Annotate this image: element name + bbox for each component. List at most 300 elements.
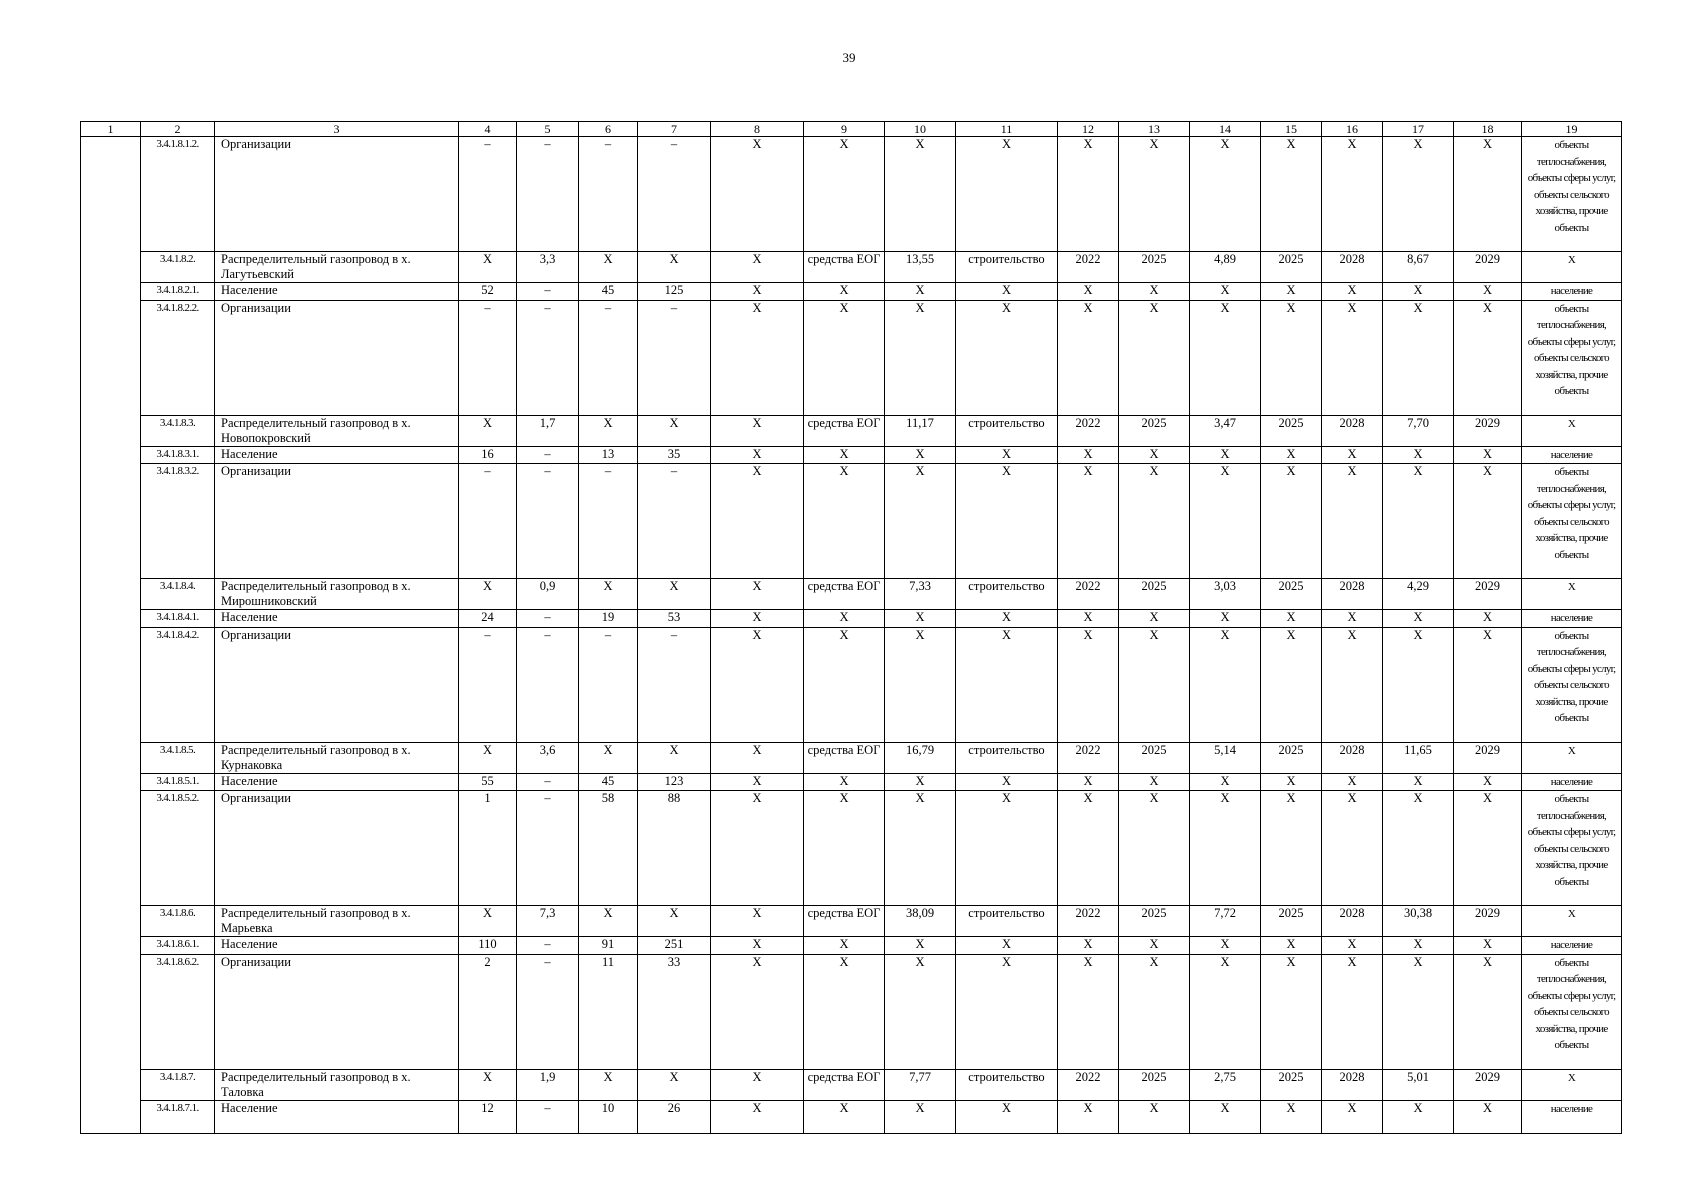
table-cell-c15: X (1261, 791, 1322, 906)
item-name: Организации (215, 300, 459, 415)
table-cell-c17: X (1383, 300, 1454, 415)
item-name: Распределительный газопровод в х. Новопокровский (215, 415, 459, 446)
item-name: Организации (215, 627, 459, 742)
table-cell-c7: X (638, 1069, 711, 1100)
table-cell-c16: X (1322, 283, 1383, 301)
table-cell-c8: X (711, 791, 804, 906)
table-cell-c11: X (956, 464, 1058, 579)
table-cell-c12: X (1058, 791, 1119, 906)
table-cell-c5: – (517, 627, 579, 742)
table-cell-c5: 0,9 (517, 579, 579, 610)
table-cell-c11: X (956, 954, 1058, 1069)
header-cell: 14 (1190, 122, 1261, 137)
group-cell (81, 1069, 141, 1100)
table-cell-c12: 2022 (1058, 1069, 1119, 1100)
consumer-category: население (1522, 1100, 1622, 1133)
table-cell-c8: X (711, 906, 804, 937)
item-code: 3.4.1.8.4.2. (141, 627, 215, 742)
table-cell-c6: 58 (579, 791, 638, 906)
table-cell-c13: X (1119, 627, 1190, 742)
table-cell-c12: X (1058, 300, 1119, 415)
item-name: Распределительный газопровод в х. Курнаковка (215, 742, 459, 773)
table-cell-c10: X (885, 937, 956, 955)
table-cell-c5: – (517, 464, 579, 579)
table-cell-c9: X (804, 954, 885, 1069)
table-cell-c4: – (459, 627, 517, 742)
table-cell-c18: X (1454, 464, 1522, 579)
header-cell: 15 (1261, 122, 1322, 137)
table-row (81, 937, 1622, 955)
item-code: 3.4.1.8.6. (141, 906, 215, 937)
header-cell: 2 (141, 122, 215, 137)
table-cell-c5: – (517, 937, 579, 955)
table-cell-c4: X (459, 906, 517, 937)
item-code: 3.4.1.8.5.1. (141, 773, 215, 791)
table-cell-c14: 3,03 (1190, 579, 1261, 610)
table-row (81, 627, 1622, 742)
item-name: Организации (215, 464, 459, 579)
table-cell-c6: X (579, 579, 638, 610)
table-row (81, 300, 1622, 415)
group-cell (81, 610, 141, 628)
table-cell-c18: X (1454, 446, 1522, 464)
table-cell-c13: X (1119, 791, 1190, 906)
item-name: Население (215, 773, 459, 791)
header-cell: 1 (81, 122, 141, 137)
table-cell-c5: – (517, 773, 579, 791)
table-cell-c8: X (711, 627, 804, 742)
table-cell-c17: 8,67 (1383, 252, 1454, 283)
item-code: 3.4.1.8.3.1. (141, 446, 215, 464)
item-code: 3.4.1.8.6.2. (141, 954, 215, 1069)
table-cell-c10: 38,09 (885, 906, 956, 937)
table-cell-c8: X (711, 415, 804, 446)
table-cell-c15: 2025 (1261, 906, 1322, 937)
table-cell-c7: 88 (638, 791, 711, 906)
group-cell (81, 464, 141, 579)
table-cell-c7: 26 (638, 1100, 711, 1133)
item-code: 3.4.1.8.7.1. (141, 1100, 215, 1133)
table-cell-c5: – (517, 791, 579, 906)
table-cell-c8: X (711, 252, 804, 283)
table-cell-c16: X (1322, 954, 1383, 1069)
table-cell-c13: X (1119, 1100, 1190, 1133)
consumer-category: X (1522, 579, 1622, 610)
header-cell: 13 (1119, 122, 1190, 137)
table-cell-c6: 13 (579, 446, 638, 464)
table-cell-c7: 53 (638, 610, 711, 628)
table-cell-c13: X (1119, 610, 1190, 628)
table-cell-c9: X (804, 137, 885, 252)
header-cell: 9 (804, 122, 885, 137)
group-cell (81, 937, 141, 955)
table-cell-c6: 45 (579, 283, 638, 301)
table-cell-c6: – (579, 300, 638, 415)
item-name: Население (215, 610, 459, 628)
table-cell-c11: строительство (956, 252, 1058, 283)
table-cell-c12: X (1058, 937, 1119, 955)
table-cell-c6: 19 (579, 610, 638, 628)
table-cell-c5: – (517, 954, 579, 1069)
table-cell-c7: X (638, 252, 711, 283)
table-row (81, 446, 1622, 464)
table-cell-c15: 2025 (1261, 415, 1322, 446)
table-cell-c17: 7,70 (1383, 415, 1454, 446)
table-cell-c8: X (711, 137, 804, 252)
table-cell-c5: 7,3 (517, 906, 579, 937)
table-cell-c9: X (804, 610, 885, 628)
table-cell-c16: 2028 (1322, 1069, 1383, 1100)
table-cell-c6: X (579, 1069, 638, 1100)
table-cell-c14: X (1190, 283, 1261, 301)
table-cell-c4: – (459, 300, 517, 415)
group-cell (81, 773, 141, 791)
table-cell-c5: – (517, 137, 579, 252)
table-cell-c8: X (711, 773, 804, 791)
table-cell-c13: 2025 (1119, 742, 1190, 773)
table-cell-c18: X (1454, 300, 1522, 415)
table-cell-c16: X (1322, 446, 1383, 464)
table-cell-c13: X (1119, 773, 1190, 791)
table-cell-c18: X (1454, 627, 1522, 742)
table-cell-c7: X (638, 415, 711, 446)
group-cell (81, 742, 141, 773)
table-row (81, 742, 1622, 773)
item-code: 3.4.1.8.6.1. (141, 937, 215, 955)
table-row (81, 954, 1622, 1069)
table-cell-c9: средства ЕОГ (804, 579, 885, 610)
table-cell-c10: 16,79 (885, 742, 956, 773)
table-cell-c7: – (638, 137, 711, 252)
header-cell: 16 (1322, 122, 1383, 137)
item-code: 3.4.1.8.5.2. (141, 791, 215, 906)
table-cell-c6: X (579, 906, 638, 937)
table-cell-c15: 2025 (1261, 742, 1322, 773)
table-cell-c11: X (956, 283, 1058, 301)
table-cell-c16: X (1322, 300, 1383, 415)
table-cell-c13: X (1119, 464, 1190, 579)
table-row (81, 610, 1622, 628)
table-cell-c7: 35 (638, 446, 711, 464)
table-cell-c11: X (956, 300, 1058, 415)
table-cell-c11: X (956, 1100, 1058, 1133)
group-cell (81, 446, 141, 464)
table-cell-c10: X (885, 773, 956, 791)
item-code: 3.4.1.8.4. (141, 579, 215, 610)
item-code: 3.4.1.8.1.2. (141, 137, 215, 252)
table-cell-c10: X (885, 791, 956, 906)
table-row (81, 791, 1622, 906)
table-cell-c12: 2022 (1058, 906, 1119, 937)
gas-pipeline-table (80, 121, 1622, 1134)
table-cell-c11: X (956, 627, 1058, 742)
item-name: Население (215, 283, 459, 301)
table-cell-c5: 1,9 (517, 1069, 579, 1100)
item-name: Население (215, 937, 459, 955)
table-cell-c8: X (711, 446, 804, 464)
table-cell-c14: X (1190, 937, 1261, 955)
table-cell-c13: X (1119, 446, 1190, 464)
table-cell-c4: 110 (459, 937, 517, 955)
table-cell-c18: 2029 (1454, 579, 1522, 610)
table-cell-c17: X (1383, 954, 1454, 1069)
table-cell-c16: X (1322, 1100, 1383, 1133)
table-cell-c6: 10 (579, 1100, 638, 1133)
item-name: Население (215, 446, 459, 464)
table-cell-c6: – (579, 627, 638, 742)
item-code: 3.4.1.8.3. (141, 415, 215, 446)
table-cell-c8: X (711, 1100, 804, 1133)
item-name: Организации (215, 137, 459, 252)
table-cell-c18: 2029 (1454, 415, 1522, 446)
table-cell-c12: X (1058, 627, 1119, 742)
table-cell-c12: X (1058, 283, 1119, 301)
table-cell-c11: X (956, 937, 1058, 955)
table-cell-c14: X (1190, 1100, 1261, 1133)
table-cell-c9: X (804, 1100, 885, 1133)
consumer-category: население (1522, 610, 1622, 628)
table-cell-c15: X (1261, 300, 1322, 415)
item-code: 3.4.1.8.7. (141, 1069, 215, 1100)
header-cell: 3 (215, 122, 459, 137)
table-cell-c14: X (1190, 464, 1261, 579)
table-cell-c4: 16 (459, 446, 517, 464)
table-cell-c15: X (1261, 464, 1322, 579)
table-cell-c16: 2028 (1322, 906, 1383, 937)
table-cell-c18: X (1454, 283, 1522, 301)
table-cell-c16: X (1322, 791, 1383, 906)
table-cell-c10: X (885, 300, 956, 415)
table-cell-c18: X (1454, 791, 1522, 906)
table-cell-c15: X (1261, 773, 1322, 791)
table-cell-c9: X (804, 464, 885, 579)
table-cell-c15: X (1261, 610, 1322, 628)
table-cell-c9: X (804, 937, 885, 955)
table-cell-c11: X (956, 446, 1058, 464)
table-cell-c12: X (1058, 137, 1119, 252)
table-cell-c9: средства ЕОГ (804, 415, 885, 446)
header-cell: 17 (1383, 122, 1454, 137)
table-cell-c11: X (956, 791, 1058, 906)
table-cell-c6: X (579, 252, 638, 283)
consumer-category: X (1522, 906, 1622, 937)
table-cell-c18: X (1454, 937, 1522, 955)
group-cell (81, 906, 141, 937)
table-cell-c18: 2029 (1454, 1069, 1522, 1100)
table-cell-c7: X (638, 579, 711, 610)
table-cell-c4: X (459, 579, 517, 610)
table-cell-c4: 55 (459, 773, 517, 791)
consumer-category: объекты теплоснабжения, объекты сферы услуг, объекты сельского хозяйства, прочие объекты (1522, 300, 1622, 415)
table-cell-c17: 30,38 (1383, 906, 1454, 937)
table-cell-c13: X (1119, 300, 1190, 415)
table-cell-c12: X (1058, 954, 1119, 1069)
consumer-category: население (1522, 283, 1622, 301)
table-cell-c9: X (804, 446, 885, 464)
consumer-category: население (1522, 937, 1622, 955)
group-cell (81, 137, 141, 252)
consumer-category: население (1522, 446, 1622, 464)
header-cell: 18 (1454, 122, 1522, 137)
table-cell-c5: – (517, 446, 579, 464)
table-cell-c13: 2025 (1119, 415, 1190, 446)
table-cell-c11: строительство (956, 415, 1058, 446)
table-cell-c4: X (459, 415, 517, 446)
table-cell-c17: X (1383, 1100, 1454, 1133)
table-cell-c14: 4,89 (1190, 252, 1261, 283)
table-cell-c16: 2028 (1322, 415, 1383, 446)
table-row (81, 1069, 1622, 1100)
table-cell-c16: X (1322, 137, 1383, 252)
table-cell-c14: X (1190, 300, 1261, 415)
table-cell-c12: 2022 (1058, 415, 1119, 446)
consumer-category: объекты теплоснабжения, объекты сферы услуг, объекты сельского хозяйства, прочие объекты (1522, 791, 1622, 906)
table-cell-c7: – (638, 627, 711, 742)
table-cell-c8: X (711, 1069, 804, 1100)
item-code: 3.4.1.8.5. (141, 742, 215, 773)
table-cell-c13: 2025 (1119, 579, 1190, 610)
table-cell-c14: X (1190, 446, 1261, 464)
table-cell-c6: 91 (579, 937, 638, 955)
table-cell-c17: X (1383, 283, 1454, 301)
table-cell-c6: – (579, 137, 638, 252)
consumer-category: объекты теплоснабжения, объекты сферы услуг, объекты сельского хозяйства, прочие объекты (1522, 137, 1622, 252)
header-cell: 5 (517, 122, 579, 137)
table-cell-c6: X (579, 415, 638, 446)
table-cell-c5: – (517, 610, 579, 628)
table-cell-c7: 33 (638, 954, 711, 1069)
table-cell-c6: X (579, 742, 638, 773)
table-cell-c5: – (517, 283, 579, 301)
table-cell-c15: 2025 (1261, 579, 1322, 610)
table-cell-c14: X (1190, 773, 1261, 791)
table-cell-c5: 1,7 (517, 415, 579, 446)
header-cell: 11 (956, 122, 1058, 137)
table-cell-c16: 2028 (1322, 742, 1383, 773)
group-cell (81, 1100, 141, 1133)
table-cell-c7: 251 (638, 937, 711, 955)
table-cell-c14: X (1190, 954, 1261, 1069)
table-cell-c8: X (711, 300, 804, 415)
table-cell-c14: X (1190, 137, 1261, 252)
table-cell-c9: средства ЕОГ (804, 906, 885, 937)
table-cell-c16: X (1322, 937, 1383, 955)
table-cell-c16: 2028 (1322, 579, 1383, 610)
item-code: 3.4.1.8.3.2. (141, 464, 215, 579)
table-cell-c10: X (885, 446, 956, 464)
item-name: Распределительный газопровод в х. Марьевка (215, 906, 459, 937)
table-cell-c6: 45 (579, 773, 638, 791)
table-cell-c5: 3,6 (517, 742, 579, 773)
table-cell-c16: X (1322, 627, 1383, 742)
table-cell-c14: 2,75 (1190, 1069, 1261, 1100)
table-cell-c9: средства ЕОГ (804, 1069, 885, 1100)
group-cell (81, 791, 141, 906)
table-cell-c8: X (711, 579, 804, 610)
table-cell-c17: X (1383, 773, 1454, 791)
table-cell-c5: – (517, 300, 579, 415)
header-row (81, 122, 1622, 137)
table-cell-c5: – (517, 1100, 579, 1133)
header-cell: 6 (579, 122, 638, 137)
table-cell-c8: X (711, 610, 804, 628)
table-row (81, 464, 1622, 579)
table-cell-c11: X (956, 610, 1058, 628)
consumer-category: объекты теплоснабжения, объекты сферы услуг, объекты сельского хозяйства, прочие объекты (1522, 627, 1622, 742)
table-row (81, 252, 1622, 283)
table-cell-c11: X (956, 137, 1058, 252)
table-cell-c17: X (1383, 610, 1454, 628)
table-cell-c7: 123 (638, 773, 711, 791)
table-cell-c4: 2 (459, 954, 517, 1069)
table-cell-c10: 13,55 (885, 252, 956, 283)
table-cell-c15: 2025 (1261, 1069, 1322, 1100)
table-cell-c9: средства ЕОГ (804, 742, 885, 773)
table-cell-c16: X (1322, 610, 1383, 628)
table-cell-c17: X (1383, 464, 1454, 579)
table-cell-c7: X (638, 742, 711, 773)
table-cell-c13: X (1119, 283, 1190, 301)
item-name: Распределительный газопровод в х. Мирошниковский (215, 579, 459, 610)
table-cell-c17: 11,65 (1383, 742, 1454, 773)
item-name: Организации (215, 791, 459, 906)
item-code: 3.4.1.8.2. (141, 252, 215, 283)
table-cell-c13: X (1119, 937, 1190, 955)
table-cell-c8: X (711, 283, 804, 301)
header-cell: 19 (1522, 122, 1622, 137)
header-cell: 10 (885, 122, 956, 137)
table-cell-c18: 2029 (1454, 906, 1522, 937)
table-cell-c9: X (804, 773, 885, 791)
table-row (81, 906, 1622, 937)
table-cell-c4: – (459, 464, 517, 579)
table-cell-c9: X (804, 791, 885, 906)
consumer-category: объекты теплоснабжения, объекты сферы услуг, объекты сельского хозяйства, прочие объекты (1522, 464, 1622, 579)
table-cell-c11: строительство (956, 906, 1058, 937)
table-cell-c6: – (579, 464, 638, 579)
table-cell-c16: X (1322, 464, 1383, 579)
table-cell-c4: 12 (459, 1100, 517, 1133)
table-cell-c13: X (1119, 954, 1190, 1069)
table-cell-c5: 3,3 (517, 252, 579, 283)
item-code: 3.4.1.8.2.1. (141, 283, 215, 301)
table-cell-c8: X (711, 742, 804, 773)
item-code: 3.4.1.8.2.2. (141, 300, 215, 415)
table-cell-c18: X (1454, 137, 1522, 252)
consumer-category: X (1522, 1069, 1622, 1100)
table-cell-c12: 2022 (1058, 742, 1119, 773)
table-cell-c15: X (1261, 1100, 1322, 1133)
table-cell-c18: X (1454, 610, 1522, 628)
group-cell (81, 252, 141, 283)
group-cell (81, 415, 141, 446)
table-cell-c7: 125 (638, 283, 711, 301)
table-cell-c17: X (1383, 627, 1454, 742)
table-cell-c13: 2025 (1119, 906, 1190, 937)
table-cell-c12: 2022 (1058, 252, 1119, 283)
table-cell-c17: 4,29 (1383, 579, 1454, 610)
table-row (81, 579, 1622, 610)
table-cell-c15: X (1261, 937, 1322, 955)
table-cell-c15: X (1261, 627, 1322, 742)
header-cell: 7 (638, 122, 711, 137)
table-cell-c6: 11 (579, 954, 638, 1069)
table-cell-c14: 5,14 (1190, 742, 1261, 773)
table-cell-c14: X (1190, 791, 1261, 906)
table-cell-c13: 2025 (1119, 252, 1190, 283)
table-cell-c18: 2029 (1454, 742, 1522, 773)
table-cell-c10: X (885, 1100, 956, 1133)
